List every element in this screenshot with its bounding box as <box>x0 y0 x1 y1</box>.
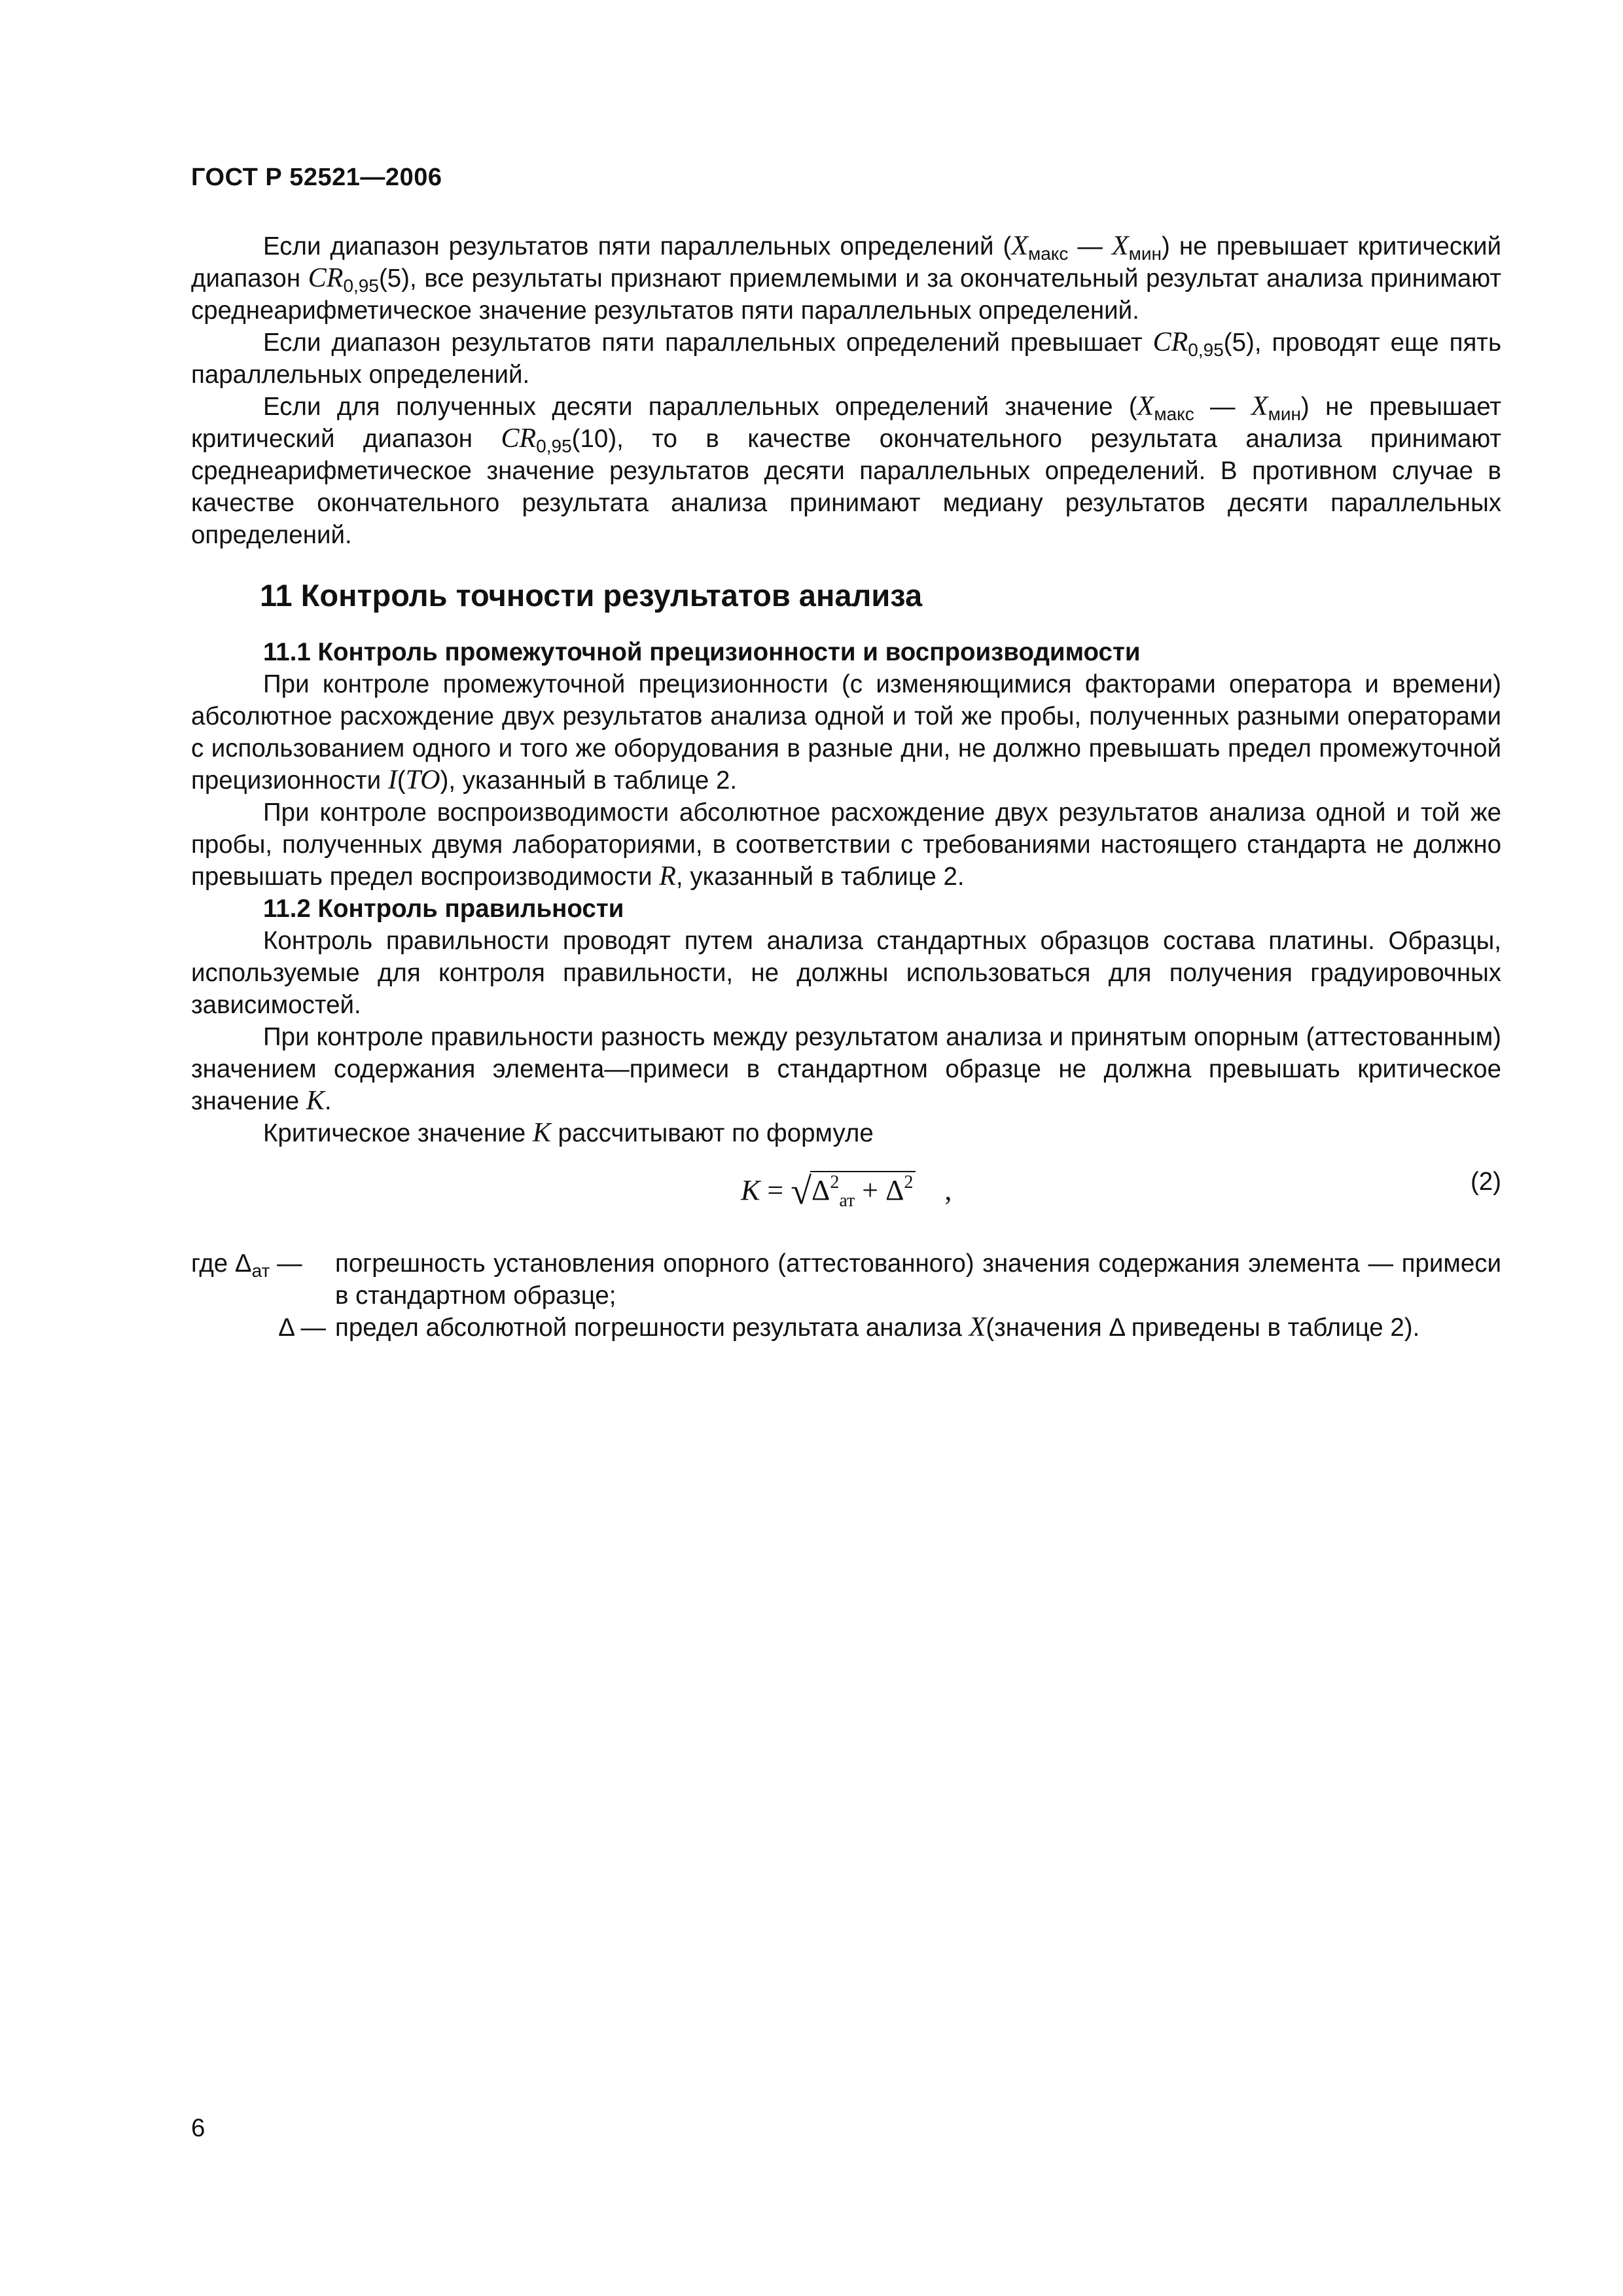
paragraph-reference-samples: Контроль правильности проводят путем анализа стандартных образцов состава платины. Образцы, используемые для контроля правильности, не должны использоваться для получения градуировочных зависимостей. <box>191 927 1501 1019</box>
subsection-11-1-title: 11.1 Контроль промежуточной прецизионности и воспроизводимости <box>263 638 1141 666</box>
formula-number: (2) <box>1470 1168 1501 1196</box>
page-content <box>191 230 1501 1344</box>
radicand: $\Delta^2_{ат} + \Delta^2$ <box>810 1171 916 1211</box>
paragraph-ten-results: Если для полученных десяти параллельных определений значение ($X_{макс}$ — $X_{мин}$) не превышает критический диапазон $CR_{0,95}(10)$, то в качестве окончательного результата анализа принимают среднеарифметическое значение результатов десяти параллельных определений. В противном случае в качестве окончательного результата анализа принимают медиану результатов десяти параллельных определений. <box>191 391 1501 549</box>
paragraph-formula-intro: Критическое значение K рассчитывают по формуле <box>263 1118 874 1148</box>
paragraph-critical-value: При контроле правильности разность между результатом анализа и принятым опорным (аттестованным) значением содержания элемента—примеси в стандартном образце не должна превышать критическое значение K. <box>191 1023 1501 1116</box>
subsection-11-2-title: 11.2 Контроль правильности <box>263 895 624 923</box>
paragraph-intermediate-precision: При контроле промежуточной прецизионности (с изменяющимися факторами оператора и времени) абсолютное расхождение двух результатов анализа одной и той же пробы, полученных разными операторами с использованием одного и того же оборудования в разные дни, не должно превышать предел промежуточной прецизионности I(TO), указанный в таблице 2. <box>191 670 1501 795</box>
paragraph-five-results: Если диапазон результатов пяти параллельных определений ($X_{макс}$ — $X_{мин}$) не превышает критический диапазон $CR_{0,95}(5)$, все результаты признают приемлемыми и за окончательный результат анализа принимают среднеарифметическое значение результатов пяти параллельных определений. <box>191 231 1501 325</box>
page-number: 6 <box>191 2114 205 2142</box>
formula-k: $K = √\Delta^2_{ат} + \Delta^2$ , <box>741 1170 952 1212</box>
document-header: ГОСТ Р 52521—2006 <box>191 164 442 191</box>
formula-block <box>191 1165 1501 1230</box>
formula-legend <box>191 1247 1501 1344</box>
sqrt-sign: √ <box>791 1170 812 1212</box>
paragraph-reproducibility: При контроле воспроизводимости абсолютное расхождение двух результатов анализа одной и той же пробы, полученных двумя лабораториями, в соответствии с требованиями настоящего стандарта не должно превышать предел воспроизводимости R, указанный в таблице 2. <box>191 798 1501 891</box>
paragraph-exceeds-range: Если диапазон результатов пяти параллельных определений превышает $CR_{0,95}(5)$, проводят еще пять параллельных определений. <box>191 327 1501 389</box>
section-11-title: 11 Контроль точности результатов анализа <box>260 578 923 613</box>
legend-item-delta-at: где $\Delta_{ат}$ — погрешность установления опорного (аттестованного) значения содержания элемента — примеси в стандартном образце; <box>191 1249 1501 1310</box>
legend-item-delta: Δ — предел абсолютной погрешности результата анализа X(значения Δ приведены в таблице 2). <box>278 1312 1420 1342</box>
